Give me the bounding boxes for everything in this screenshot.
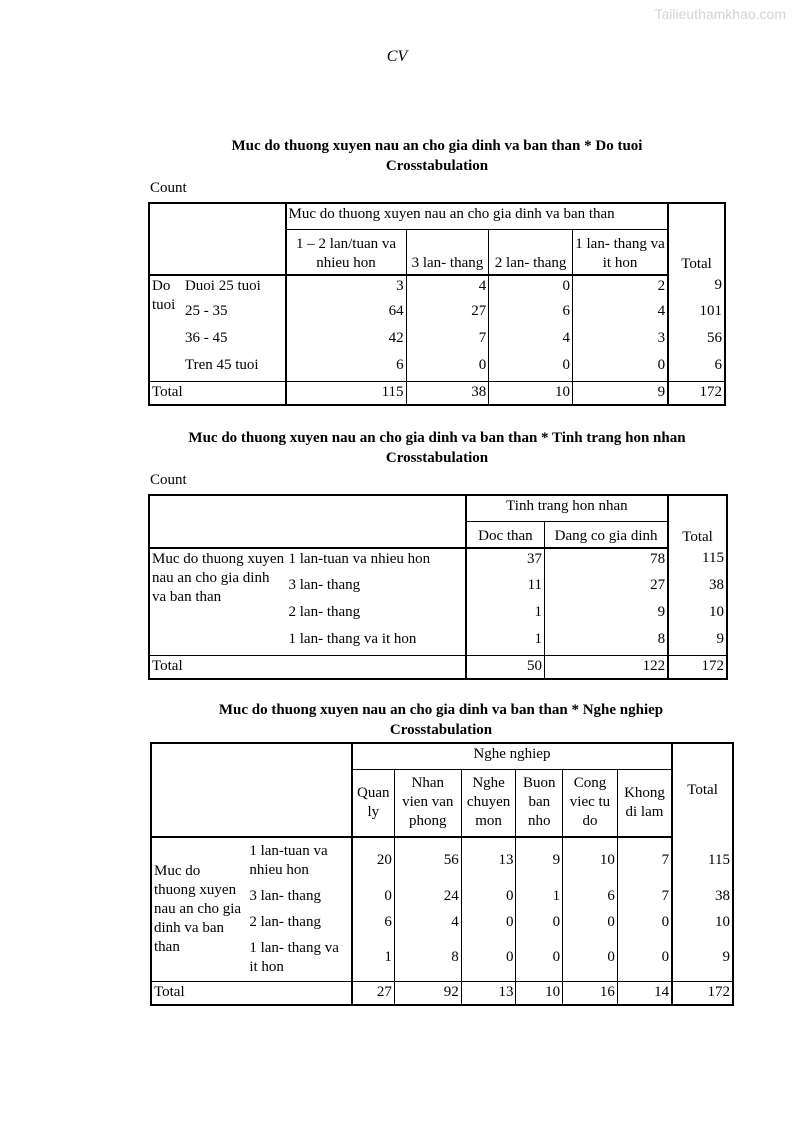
- table3-cell: 24: [394, 883, 461, 909]
- table1-count-label: Count: [150, 180, 187, 196]
- table1-cell: 2: [657, 278, 666, 294]
- table3-row-group: Muc do thuong xuyen nau an cho gia dinh va ban than: [151, 837, 247, 981]
- table3-cell: 7: [661, 887, 670, 904]
- table2-total-row-label: Total: [149, 655, 466, 679]
- table3-cell: 0: [516, 909, 563, 935]
- table3-cell-total: 9: [672, 935, 733, 981]
- table2-cell: 37: [466, 548, 545, 575]
- table1-col-header: 3 lan- thang: [406, 229, 489, 275]
- table2-cell-total: 38: [668, 575, 727, 602]
- table2-row-label: 1 lan- thang va it hon: [287, 629, 466, 655]
- table1-cell-total: 6: [668, 355, 725, 381]
- table2-cell-total: 9: [668, 629, 727, 655]
- table1-cell: 3: [657, 330, 666, 346]
- table3-title-line2: Crosstabulation: [389, 722, 493, 738]
- table2-col-group: Tinh trang hon nhan: [466, 495, 668, 521]
- table2-row-label: 1 lan-tuan va nhieu hon: [287, 548, 466, 575]
- table1-total-cell: 38: [406, 381, 489, 405]
- table3-cell: 1: [516, 883, 563, 909]
- table3-cell: 0: [461, 935, 516, 981]
- table2-row-label: 2 lan- thang: [287, 602, 466, 629]
- table1-cell: 4: [406, 275, 489, 301]
- table1-corner: [149, 203, 286, 275]
- table1-title-line2: Crosstabulation: [385, 158, 489, 174]
- table1-total-cell: 9: [572, 381, 668, 405]
- table1-grand-total: 172: [668, 381, 725, 405]
- table1-cell: 64: [286, 301, 407, 328]
- table3-cell: 6: [352, 909, 395, 935]
- table2-total-header: Total: [668, 495, 727, 548]
- table3-total-header: Total: [672, 743, 733, 837]
- table1-total-header: Total: [668, 203, 725, 275]
- table3-title-line1: Muc do thuong xuyen nau an cho gia dinh va ban than * Nghe nghiep: [218, 702, 664, 718]
- table3-total-cell: 16: [563, 981, 618, 1005]
- table2-cell-total: 115: [668, 548, 727, 575]
- table3-cell: 13: [461, 837, 516, 883]
- table2-cell: 9: [657, 604, 666, 620]
- table2-corner: [149, 495, 466, 548]
- table1-cell: 6: [286, 355, 407, 381]
- table1-col-header: 1 – 2 lan/tuan va nhieu hon: [286, 229, 407, 275]
- table3-title: [148, 700, 734, 740]
- table1-cell-total: 56: [668, 328, 725, 355]
- table1-total-cell: 10: [489, 381, 573, 405]
- table1-cell: 27: [406, 301, 489, 328]
- table1-col-header: 1 lan- thang va it hon: [572, 229, 668, 275]
- table3-cell: 6: [563, 883, 618, 909]
- table3-total-cell: 92: [394, 981, 461, 1005]
- table2-col-header: Doc than: [466, 521, 545, 548]
- table2-title-line1: Muc do thuong xuyen nau an cho gia dinh va ban than * Tinh trang hon nhan: [188, 430, 686, 446]
- table3-cell: 0: [661, 949, 670, 966]
- table3-cell-total: 38: [672, 883, 733, 909]
- table3-cell: 0: [563, 935, 618, 981]
- table1-title-line1: Muc do thuong xuyen nau an cho gia dinh va ban than * Do tuoi: [231, 138, 643, 154]
- table1-cell: 7: [406, 328, 489, 355]
- table3-col-header: Cong viec tu do: [563, 769, 618, 837]
- table2-total-cell: 122: [545, 655, 669, 679]
- table1-row-label: Duoi 25 tuoi: [183, 275, 286, 301]
- table1-cell: 0: [657, 357, 666, 373]
- table2-cell: 11: [466, 575, 545, 602]
- table2-title: [140, 428, 734, 468]
- table3-cell: 0: [352, 883, 395, 909]
- table1-col-group: Muc do thuong xuyen nau an cho gia dinh va ban than: [286, 203, 669, 229]
- table2-cell: 8: [657, 631, 666, 647]
- table3-cell-total: 10: [672, 909, 733, 935]
- table1-title: [148, 136, 726, 176]
- table3-row-label: 1 lan-tuan va nhieu hon: [247, 837, 351, 883]
- table3-cell: 8: [394, 935, 461, 981]
- table1-row-label: 36 - 45: [183, 328, 286, 355]
- table2-cell: 27: [650, 577, 666, 593]
- table3-total-cell: 13: [461, 981, 516, 1005]
- table3-col-header: Buon ban nho: [516, 769, 563, 837]
- table3-total-row-label: Total: [151, 981, 352, 1005]
- table1-cell: 6: [489, 301, 573, 328]
- table1-row-label: 25 - 35: [183, 301, 286, 328]
- table3-grand-total: 172: [672, 981, 733, 1005]
- table1-cell: 4: [657, 303, 666, 319]
- table3-col-header: Khong di lam: [617, 769, 672, 837]
- table3-row-label: 2 lan- thang: [247, 909, 351, 935]
- table2-row-group: Muc do thuong xuyen nau an cho gia dinh va ban than: [149, 548, 287, 655]
- table3-cell: 0: [661, 913, 670, 930]
- table1-total-row-label: Total: [149, 381, 286, 405]
- table3-total-cell: 10: [516, 981, 563, 1005]
- table2-cell: 1: [466, 602, 545, 629]
- table2-cell: 1: [466, 629, 545, 655]
- table1-cell: 3: [286, 275, 407, 301]
- table2-cell-total: 10: [668, 602, 727, 629]
- table1-cell: 0: [489, 355, 573, 381]
- table2-grand-total: 172: [668, 655, 727, 679]
- table3-cell: 0: [563, 909, 618, 935]
- page-header: CV: [386, 48, 408, 65]
- table3-col-header: Quan ly: [352, 769, 395, 837]
- table2-row-label: 3 lan- thang: [287, 575, 466, 602]
- table3-col-header: Nhan vien van phong: [394, 769, 461, 837]
- table1-cell-total: 9: [668, 275, 725, 301]
- table1-cell: 0: [406, 355, 489, 381]
- table1-cell: 42: [286, 328, 407, 355]
- table2-title-line2: Crosstabulation: [385, 450, 489, 466]
- table1-cell: 0: [489, 275, 573, 301]
- table2-count-label: Count: [150, 472, 187, 488]
- table1-cell: 4: [489, 328, 573, 355]
- table2-total-cell: 50: [466, 655, 545, 679]
- table3-total-cell: 14: [617, 981, 672, 1005]
- table1-total-cell: 115: [286, 381, 407, 405]
- table3-col-header: Nghe chuyen mon: [461, 769, 516, 837]
- table3-cell: 4: [394, 909, 461, 935]
- table1-cell-total: 101: [668, 301, 725, 328]
- table2-col-header: Dang co gia dinh: [545, 521, 669, 548]
- table3-cell: 1: [352, 935, 395, 981]
- table3-cell: 0: [516, 935, 563, 981]
- table3-crosstab: [150, 742, 734, 1006]
- table3-cell: 0: [461, 909, 516, 935]
- table3-total-cell: 27: [352, 981, 395, 1005]
- table3-row-label: 3 lan- thang: [247, 883, 351, 909]
- table3-cell: 20: [352, 837, 395, 883]
- table3-cell: 0: [461, 883, 516, 909]
- watermark: Tailieuthamkhao.com: [654, 6, 786, 22]
- table2-crosstab: [148, 494, 728, 680]
- table2-cell: 78: [650, 551, 666, 567]
- table3-cell: 7: [661, 852, 670, 868]
- table3-cell-total: 115: [672, 837, 733, 883]
- table1-col-header: 2 lan- thang: [489, 229, 573, 275]
- table3-col-group: Nghe nghiep: [352, 743, 672, 769]
- table1-row-label: Tren 45 tuoi: [183, 355, 286, 381]
- table1-row-group: Do tuoi: [149, 275, 183, 381]
- table3-corner: [151, 743, 352, 837]
- table3-cell: 10: [563, 837, 618, 883]
- table3-cell: 56: [394, 837, 461, 883]
- table3-cell: 9: [516, 837, 563, 883]
- table3-row-label: 1 lan- thang va it hon: [247, 935, 351, 981]
- table1-crosstab: [148, 202, 726, 406]
